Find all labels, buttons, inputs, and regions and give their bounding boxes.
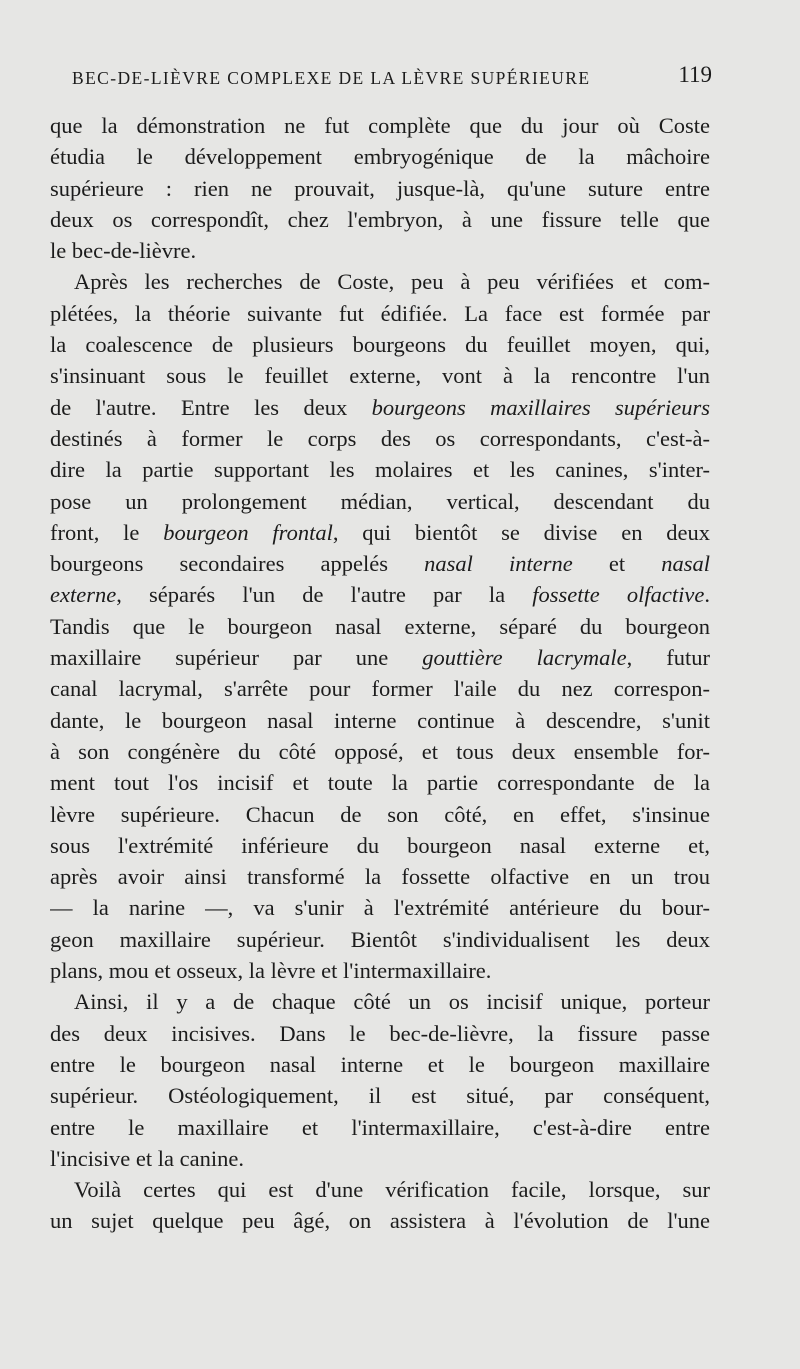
text-line: plans, mou et osseux, la lèvre et l'intermaxillaire. [50,958,492,984]
text-line: destinés à former le corps des os correspondants, c'est-à- [50,425,710,451]
text-line: dire la partie supportant les molaires et les canines, s'inter- [50,457,710,483]
italic-term: gouttière lacrymale [422,645,627,671]
text-line: Voilà certes qui est d'une vérification facile, lorsque, sur [74,1177,710,1203]
text-line [50,392,710,423]
text-run: front, le [50,519,164,545]
italic-term: bourgeon frontal [163,519,333,545]
text-line [50,642,710,673]
text-line: supérieur. Ostéologiquement, il est situé, par conséquent, [50,1083,710,1109]
text-line: s'insinuant sous le feuillet externe, vont à la rencontre l'un [50,363,710,389]
running-title: BEC-DE-LIÈVRE COMPLEXE DE LA LÈVRE SUPÉRIEURE [72,68,591,88]
text-line: dante, le bourgeon nasal interne continue à descendre, s'unit [50,707,710,733]
text-line [50,517,710,548]
text-line: — la narine —, va s'unir à l'extrémité antérieure du bour- [50,895,710,921]
text-run: , futur [626,645,710,671]
text-line: lèvre supérieure. Chacun de son côté, en effet, s'insinue [50,801,710,827]
text-line: un sujet quelque peu âgé, on assistera à l'évolution de l'une [50,1208,710,1234]
text-line: étudia le développement embryogénique de la mâchoire [50,144,710,170]
text-line: canal lacrymal, s'arrête pour former l'aile du nez correspon- [50,676,710,702]
text-line: geon maxillaire supérieur. Bientôt s'individualisent les deux [50,926,710,952]
page-number: 119 [678,62,712,87]
text-line: des deux incisives. Dans le bec-de-lièvre, la fissure passe [50,1020,710,1046]
text-line: Après les recherches de Coste, peu à peu vérifiées et com- [74,269,710,295]
body-text [50,110,710,1237]
text-run: et [572,551,662,577]
text-run: , séparés l'un de l'autre par la [116,582,533,608]
italic-term: nasal [661,551,710,577]
text-line: Tandis que le bourgeon nasal externe, séparé du bourgeon [50,613,710,639]
text-line: pose un prolongement médian, vertical, descendant du [50,488,710,514]
text-line: ment tout l'os incisif et toute la partie correspondante de la [50,770,710,796]
text-line: le bec-de-lièvre. [50,238,197,264]
text-line: deux os correspondît, chez l'embryon, à une fissure telle que [50,206,710,232]
text-line: la coalescence de plusieurs bourgeons du feuillet moyen, qui, [50,332,710,358]
text-line: à son congénère du côté opposé, et tous deux ensemble for- [50,738,710,764]
text-run: maxillaire supérieur par une [50,645,423,671]
text-run: , qui bientôt se divise en deux [332,519,710,545]
text-line: supérieure : rien ne prouvait, jusque-là, qu'une suture entre [50,175,710,201]
text-line: sous l'extrémité inférieure du bourgeon nasal externe et, [50,832,710,858]
text-line: entre le maxillaire et l'intermaxillaire, c'est-à-dire entre [50,1114,710,1140]
text-run: . [704,582,710,608]
text-line [50,579,710,610]
text-line: l'incisive et la canine. [50,1145,244,1171]
text-line: plétées, la théorie suivante fut édifiée. La face est formée par [50,300,710,326]
text-run: bourgeons secondaires appelés [50,551,425,577]
italic-term: fossette olfactive [532,582,705,608]
text-line: après avoir ainsi transformé la fossette olfactive en un trou [50,864,710,890]
text-run: de l'autre. Entre les deux [50,394,372,420]
italic-term: externe [50,582,117,608]
running-header [72,62,712,92]
text-line: Ainsi, il y a de chaque côté un os incisif unique, porteur [74,989,710,1015]
italic-term: nasal interne [424,551,573,577]
text-line [50,548,710,579]
italic-term: bourgeons maxillaires supérieurs [371,394,710,420]
text-line: entre le bourgeon nasal interne et le bourgeon maxillaire [50,1051,710,1077]
text-line: que la démonstration ne fut complète que du jour où Coste [50,113,710,138]
